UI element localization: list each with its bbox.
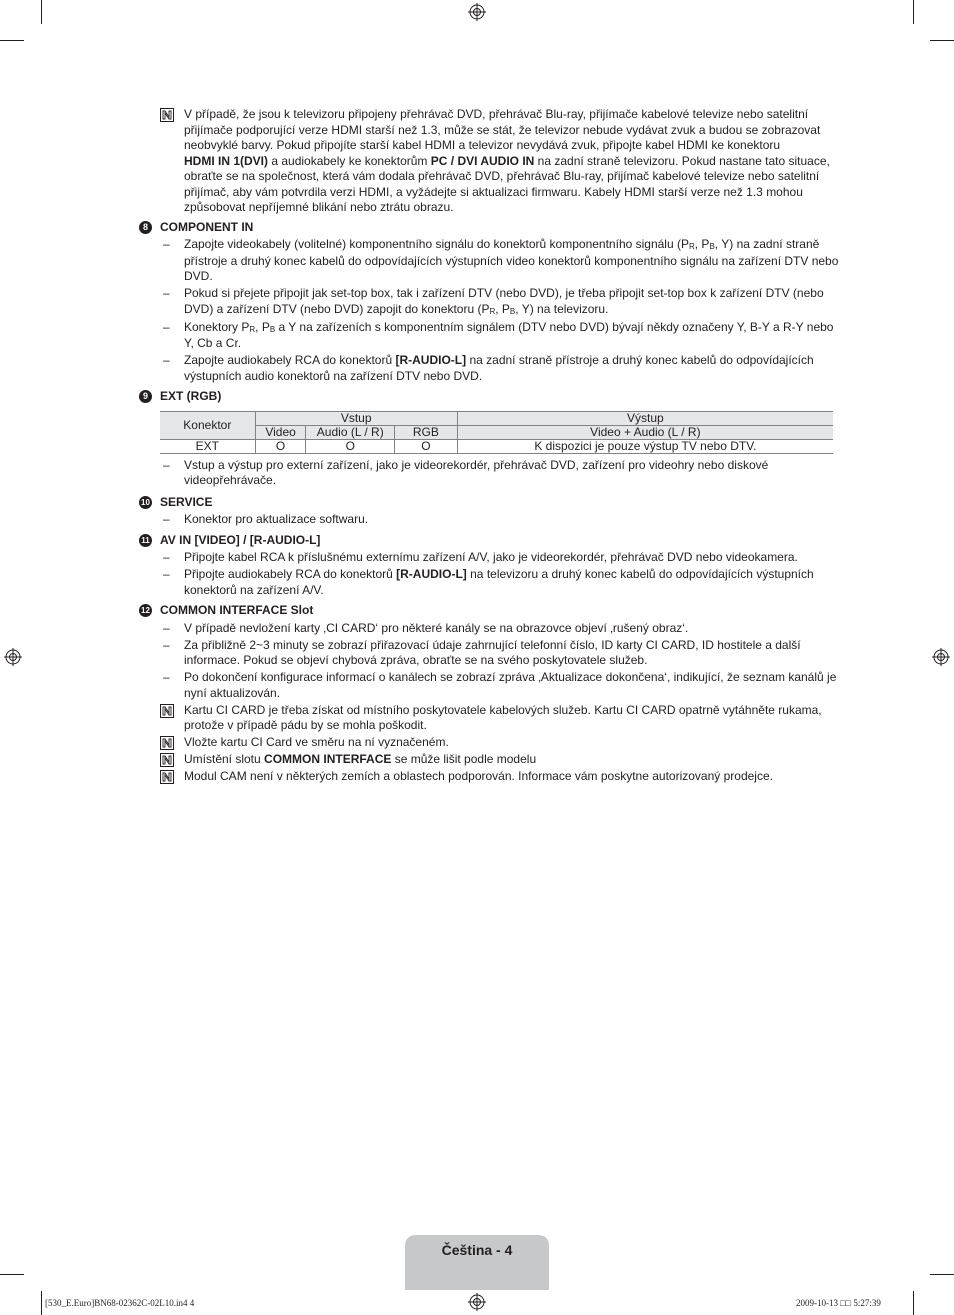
section-number: 10 [139,496,152,509]
note-text: a audiokabely ke konektorům [268,153,431,168]
registration-mark-icon [932,648,950,666]
crop-mark [41,1291,42,1315]
list-item: – Zapojte audiokabely RCA do konektorů [R-AUDIO-L] na zadní straně přístroje a druhý konec kabelů do odpovídajících výstupních audio konektorů na zařízení DTV nebo DVD. [163,353,814,383]
table-header: RGB [395,425,458,439]
section-heading [141,532,843,549]
section-heading [142,389,843,405]
note-item: Vložte kartu CI Card ve směru na ní vyznačeném. [160,735,843,751]
section-title: EXT (RGB) [160,389,222,403]
dash-bullet: – [163,637,170,652]
registration-mark-icon [4,648,22,666]
note-hdmi [160,107,843,216]
table-cell: EXT [160,439,255,453]
note-item: Umístění slotu COMMON INTERFACE se může lišit podle modelu [160,752,843,768]
table-cell: K dispozici je pouze výstup TV nebo DTV. [457,439,833,453]
table-header: Vstup [255,411,457,425]
crop-mark [913,0,914,24]
section-heading [142,219,843,236]
ext-table [160,411,833,454]
dash-bullet: – [163,567,170,581]
section-heading [141,494,843,511]
list-item: – Po dokončení konfigurace informací o kanálech se zobrazí zpráva ‚Aktualizace dokončena‘, indikující, že seznam kanálů je nyní aktualizován. [163,670,837,700]
table-cell: O [395,439,458,453]
dash-bullet: – [163,670,170,684]
table-header: Video + Audio (L / R) [457,425,833,439]
dash-bullet: – [163,457,170,472]
section-number: 11 [139,534,152,547]
page-label: Čeština - 4 [441,1242,513,1258]
crop-mark [0,1274,24,1275]
list-item: – Pokud si přejete připojit jak set-top box, tak i zařízení DTV (nebo DVD), je třeba připojit set-top box k zařízení DTV (nebo DVD) a zařízení DTV (nebo DVD) zapojit do konektoru ($P_R$, $P_B$, Y) na televizoru. [163,286,824,316]
note-bold: PC / DVI AUDIO IN [430,153,535,168]
section-number: 9 [139,390,152,403]
list-item: – V případě nevložení karty ‚CI CARD‘ pro některé kanály se na obrazovce objeví ‚rušený obraz‘. [163,620,689,635]
section-number: 12 [139,604,152,617]
note-item: Modul CAM není v některých zemích a oblastech podporován. Informace vám poskytne autorizovaný prodejce. [160,769,843,785]
list-item: – Konektor pro aktualizace softwaru. [163,512,369,526]
page-number-tab [405,1235,549,1290]
section-title: COMPONENT IN [160,219,254,234]
crop-mark [930,1274,954,1275]
slug-right: 2009-10-13 □□ 5:27:39 [796,1298,881,1308]
dash-bullet: – [163,237,170,251]
note-icon [160,770,174,784]
dash-bullet: – [163,319,170,334]
registration-mark-icon [468,1293,486,1311]
dash-bullet: – [163,286,170,300]
list-item: – Konektory $P_R$, $P_B$ a Y na zařízeních s komponentním signálem (DTV nebo DVD) bývají někdy označeny Y, B-Y a R-Y nebo Y, Cb a Cr. [163,319,834,350]
note-icon [160,108,174,122]
note-text: na zadní straně televizoru. Pokud nastane tato situace, obraťte se na společnost, která vám dodala přehrávač DVD, přehrávač Blu-ray, přijímač kabelové televize nebo satelitní přijímač, aby vám potvrdila verzi HDMI, a vyžádejte si aktualizaci firmwaru. Kabely HDMI starší verze než 1.3 mohou způsobovat nepříjemné blikání nebo ztrátu obrazu. [184,153,830,214]
table-header: Konektor [160,411,255,439]
dash-bullet: – [163,550,170,564]
crop-mark [41,0,42,24]
list-item: – Vstup a výstup pro externí zařízení, jako je videorekordér, přehrávač DVD, zařízení pro videohry nebo diskové videopřehrávače. [163,457,769,487]
crop-mark [913,1291,914,1315]
section-title: SERVICE [160,494,213,509]
registration-mark-icon [468,3,486,21]
note-text: V případě, že jsou k televizoru připojeny přehrávač DVD, přehrávač Blu-ray, přijímače kabelové televize nebo satelitní přijímače podporující verze HDMI starší než 1.3, může se stát, že televizor nebude vydávat zvuk a budou se zobrazovat neobvyklé barvy. Pokud připojíte starší kabel HDMI a televizor nevydává zvuk, připojte kabel HDMI ke konektoru [184,107,821,152]
list-item: – Připojte audiokabely RCA do konektorů [R-AUDIO-L] na televizoru a druhý konec kabelů do odpovídajících výstupních konektorů na zařízení A/V. [163,567,814,597]
page-content [141,107,843,786]
crop-mark [930,40,954,41]
list-item: – Za přibližně 2~3 minuty se zobrazí přiřazovací údaje zahrnující telefonní číslo, ID karty CI CARD, ID hostitele a další informace. Pokud se objeví chybová zpráva, obraťte se na svého poskytovatele služeb. [163,637,801,667]
dash-bullet: – [163,620,170,635]
note-item: Kartu CI CARD je třeba získat od místního poskytovatele kabelových služeb. Kartu CI CARD opatrně vytáhněte rukama, protože v případě pádu by se mohla poškodit. [160,703,843,734]
slug-left: [530_E.Euro]BN68-02362C-02L10.in4 4 [45,1298,195,1308]
table-cell: O [255,439,306,453]
note-icon [160,704,174,718]
crop-mark [0,40,24,41]
table-cell: O [306,439,395,453]
list-item: – Zapojte videokabely (volitelné) komponentního signálu do konektorů komponentního signálu ($P_R$, $P_B$, Y) na zadní straně přístroje a druhý konec kabelů do odpovídajících výstupních video konektorů komponentního signálu na zařízení DTV nebo DVD. [163,237,839,283]
section-title: AV IN [VIDEO] / [R-AUDIO-L] [160,532,321,547]
list-item: – Připojte kabel RCA k příslušnému externímu zařízení A/V, jako je videorekordér, přehrávač DVD nebo videokamera. [163,550,798,564]
dash-bullet: – [163,353,170,367]
section-heading [141,603,843,619]
table-row [160,439,833,453]
section-title: COMMON INTERFACE Slot [160,603,314,617]
note-bold: HDMI IN 1(DVI) [184,153,268,168]
table-header: Video [255,425,306,439]
dash-bullet: – [163,512,170,526]
note-icon [160,753,174,767]
section-number: 8 [139,221,152,234]
note-icon [160,736,174,750]
table-header: Audio (L / R) [306,425,395,439]
table-header: Výstup [457,411,833,425]
